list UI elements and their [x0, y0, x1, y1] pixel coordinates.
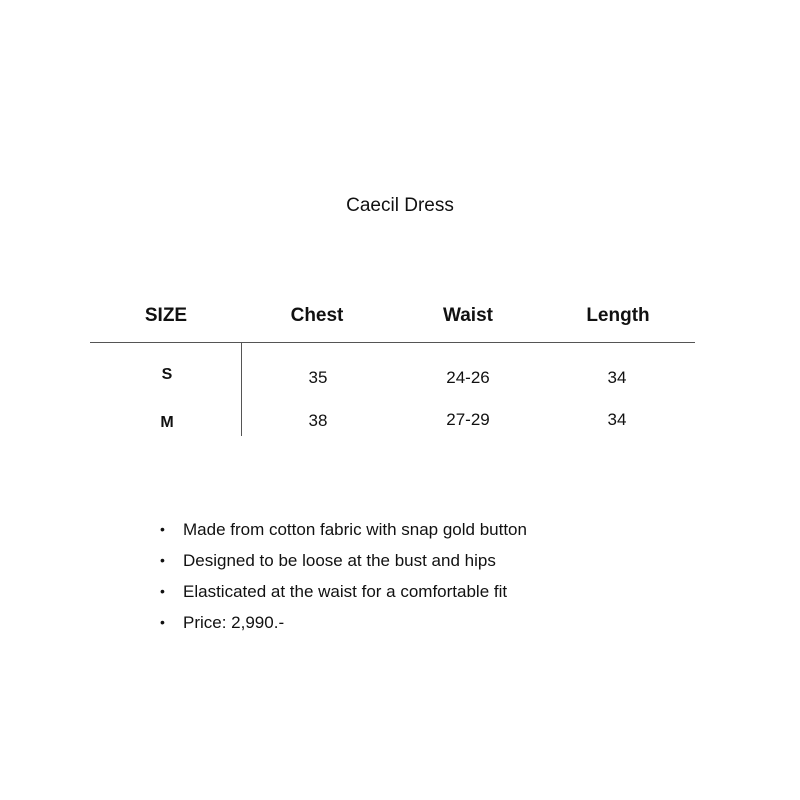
row-label-size: M [160, 414, 174, 431]
list-item [160, 607, 527, 638]
column-header-length: Length [586, 305, 650, 326]
bullet-icon: • [160, 583, 165, 599]
cell-length: 34 [607, 410, 627, 429]
column-divider [241, 343, 242, 436]
header-divider [90, 342, 695, 343]
cell-waist: 27-29 [446, 410, 490, 429]
note-text: Elasticated at the waist for a comfortable fit [183, 582, 508, 601]
list-item [160, 545, 527, 576]
page-title: Caecil Dress [346, 195, 454, 216]
note-text: Designed to be loose at the bust and hips [183, 551, 496, 570]
bullet-icon: • [160, 552, 165, 568]
cell-chest: 38 [308, 411, 328, 430]
note-text: Made from cotton fabric with snap gold button [183, 520, 527, 539]
list-item [160, 514, 527, 545]
bullet-icon: • [160, 614, 165, 630]
list-item [160, 576, 527, 607]
cell-chest: 35 [308, 368, 328, 387]
row-label-size: S [161, 366, 173, 383]
cell-waist: 24-26 [446, 368, 490, 387]
column-header-waist: Waist [443, 305, 493, 326]
column-header-size: SIZE [144, 305, 188, 326]
cell-length: 34 [607, 368, 627, 387]
column-header-chest: Chest [290, 305, 344, 326]
product-notes-list [160, 514, 527, 638]
price-text: Price: 2,990.- [183, 613, 285, 632]
bullet-icon: • [160, 521, 165, 537]
